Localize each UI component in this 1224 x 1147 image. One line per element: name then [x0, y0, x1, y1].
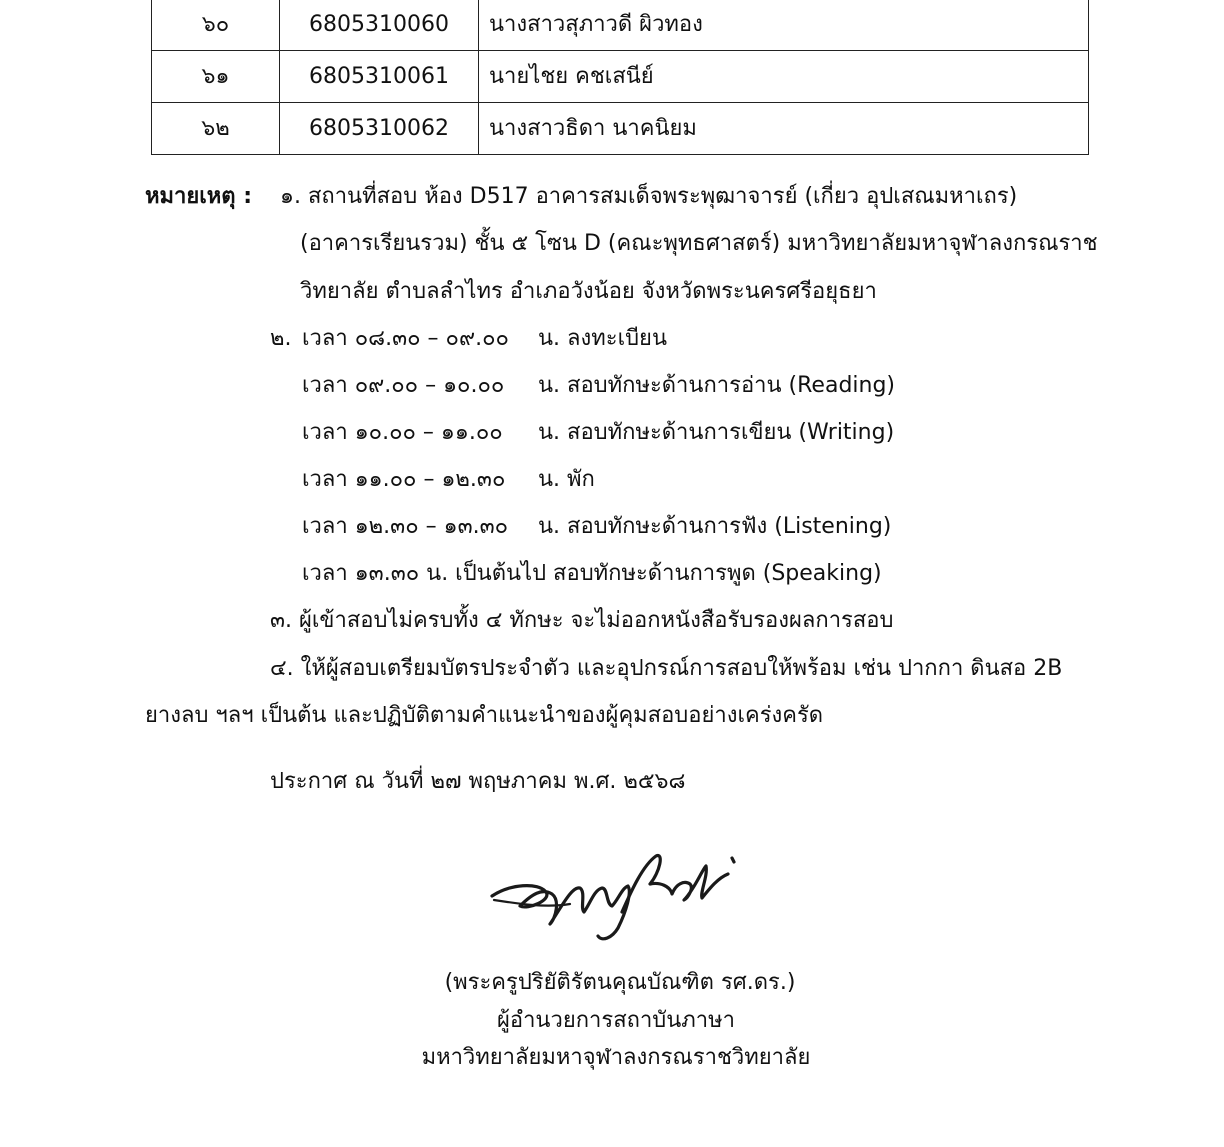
note-1-line-3: วิทยาลัย ตำบลลำไทร อำเภอวังน้อย จังหวัดพระนครศรีอยุธยา [300, 279, 877, 304]
schedule-time: เวลา ๐๙.๐๐ – ๑๐.๐๐ [302, 373, 505, 398]
signature-image [480, 848, 750, 953]
schedule-activity: น. สอบทักษะด้านการฟัง (Listening) [538, 514, 892, 539]
announce-date: ประกาศ ณ วันที่ ๒๗ พฤษภาคม พ.ศ. ๒๕๖๘ [270, 769, 686, 794]
schedule-time: เวลา ๐๘.๓๐ – ๐๙.๐๐ [302, 326, 509, 351]
row-number: ๖๑ [152, 51, 280, 103]
schedule-activity: น. พัก [538, 467, 595, 492]
student-id: 6805310060 [280, 0, 479, 51]
student-name: นายไชย คชเสนีย์ [479, 51, 1089, 103]
note-4-line-2: ยางลบ ฯลฯ เป็นต้น และปฏิบัติตามคำแนะนำของผู้คุมสอบอย่างเคร่งครัด [145, 703, 824, 728]
signatory-organization: มหาวิทยาลัยมหาจุฬาลงกรณราชวิทยาลัย [421, 1045, 811, 1070]
student-id: 6805310062 [280, 103, 479, 155]
student-table [151, 0, 1089, 155]
row-number: ๖๐ [152, 0, 280, 51]
student-id: 6805310061 [280, 51, 479, 103]
schedule-last: เวลา ๑๓.๓๐ น. เป็นต้นไป สอบทักษะด้านการพูด (Speaking) [302, 561, 882, 586]
note-4-line-1: ๔. ให้ผู้สอบเตรียมบัตรประจำตัว และอุปกรณ์การสอบให้พร้อม เช่น ปากกา ดินสอ 2B [270, 656, 1063, 681]
note-1-line-1: ๑. สถานที่สอบ ห้อง D517 อาคารสมเด็จพระพุฒาจารย์ (เกี่ยว อุปเสณมหาเถร) [280, 184, 1018, 209]
table-row [152, 51, 1089, 103]
schedule-time: เวลา ๑๑.๐๐ – ๑๒.๓๐ [302, 467, 506, 492]
schedule-activity: น. สอบทักษะด้านการเขียน (Writing) [538, 420, 895, 445]
signatory-name: (พระครูปริยัติรัตนคุณบัณฑิต รศ.ดร.) [444, 970, 796, 995]
table-row [152, 103, 1089, 155]
notes-label: หมายเหตุ : [145, 184, 253, 209]
student-name: นางสาวธิดา นาคนิยม [479, 103, 1089, 155]
table-row [152, 0, 1089, 51]
schedule-time: เวลา ๑๐.๐๐ – ๑๑.๐๐ [302, 420, 503, 445]
schedule-activity: น. สอบทักษะด้านการอ่าน (Reading) [538, 373, 896, 398]
note-1-line-2: (อาคารเรียนรวม) ชั้น ๕ โซน D (คณะพุทธศาสตร์) มหาวิทยาลัยมหาจุฬาลงกรณราช [300, 231, 1098, 256]
signatory-position: ผู้อำนวยการสถาบันภาษา [496, 1008, 736, 1033]
note-2-prefix: ๒. [270, 326, 292, 351]
note-3: ๓. ผู้เข้าสอบไม่ครบทั้ง ๔ ทักษะ จะไม่ออกหนังสือรับรองผลการสอบ [270, 608, 894, 633]
schedule-activity: น. ลงทะเบียน [538, 326, 667, 351]
schedule-time: เวลา ๑๒.๓๐ – ๑๓.๓๐ [302, 514, 509, 539]
student-name: นางสาวสุภาวดี ผิวทอง [479, 0, 1089, 51]
row-number: ๖๒ [152, 103, 280, 155]
